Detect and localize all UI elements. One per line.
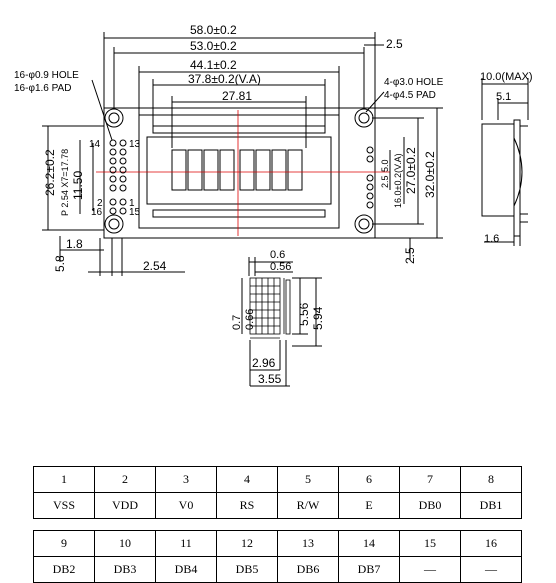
dim-dot-w: 0.6 bbox=[270, 249, 286, 261]
dim-width-chars: 27.81 bbox=[222, 89, 253, 103]
char-dot-detail bbox=[231, 249, 325, 386]
pin-num: 10 bbox=[95, 531, 156, 557]
pin-header bbox=[89, 139, 141, 218]
dim-bottom-offset-left: 5.8 bbox=[53, 255, 67, 272]
pin-num: 5 bbox=[278, 467, 339, 493]
pin-label-15: 15 bbox=[129, 207, 141, 218]
dim-pitch-h: 5.94 bbox=[311, 306, 325, 330]
pin-num: 12 bbox=[217, 531, 278, 557]
dim-pin-pitch-span: P 2.54 X7=17.78 bbox=[60, 148, 70, 216]
hole-label-right-2: 4-φ4.5 PAD bbox=[384, 90, 436, 101]
dim-height-holes: 27.0±0.2 bbox=[404, 147, 418, 194]
pin-num: 4 bbox=[217, 467, 278, 493]
hole-label-left-2: 16-φ1.6 PAD bbox=[14, 83, 72, 94]
pin-name: VSS bbox=[34, 493, 95, 519]
dim-width-outer: 58.0±0.2 bbox=[190, 23, 237, 37]
pin-name: R/W bbox=[278, 493, 339, 519]
pin-label-13: 13 bbox=[129, 139, 141, 150]
dim-pin-row-height: 11.50 bbox=[71, 170, 85, 200]
hole-label-left-1: 16-φ0.9 HOLE bbox=[14, 70, 79, 81]
pin-name: RS bbox=[217, 493, 278, 519]
dim-width-holes: 53.0±0.2 bbox=[190, 39, 237, 53]
pin-name: — bbox=[461, 557, 522, 583]
pin-num: 6 bbox=[339, 467, 400, 493]
dim-width-bezel: 44.1±0.2 bbox=[190, 58, 237, 72]
pin-table-9-16 bbox=[33, 530, 522, 583]
pin-num: 15 bbox=[400, 531, 461, 557]
dim-height-va: 16.0±0.2(V.A) bbox=[393, 153, 403, 208]
pin-num: 1 bbox=[34, 467, 95, 493]
dim-thickness-max: 10.0(MAX) bbox=[480, 71, 533, 83]
dim-height-char-gap: 2.5 bbox=[380, 175, 390, 188]
dim-bottom-offset-right: 2.5 bbox=[403, 247, 417, 264]
char-cells bbox=[172, 150, 302, 190]
dim-height-board-left: 26.2±0.2 bbox=[43, 149, 57, 196]
dim-width-va: 37.8±0.2(V.A) bbox=[188, 72, 261, 86]
pin-name: DB0 bbox=[400, 493, 461, 519]
pin-num: 3 bbox=[156, 467, 217, 493]
pin-name: DB1 bbox=[461, 493, 522, 519]
pin-name: VDD bbox=[95, 493, 156, 519]
dim-dot-h: 0.7 bbox=[231, 314, 243, 330]
dim-height-outer: 32.0±0.2 bbox=[423, 151, 437, 198]
pin-name: DB3 bbox=[95, 557, 156, 583]
pin-num: 11 bbox=[156, 531, 217, 557]
pin-name: V0 bbox=[156, 493, 217, 519]
pin-table-1-8 bbox=[33, 466, 522, 519]
pin-label-1: 1 bbox=[129, 198, 135, 209]
dim-thickness-board: 5.1 bbox=[496, 91, 512, 103]
side-view bbox=[480, 71, 533, 246]
right-dimensions bbox=[372, 108, 443, 264]
pin-num: 7 bbox=[400, 467, 461, 493]
pin-name: DB4 bbox=[156, 557, 217, 583]
pin-name: DB2 bbox=[34, 557, 95, 583]
pin-num: 13 bbox=[278, 531, 339, 557]
dim-thickness-bottom: 1.6 bbox=[484, 233, 500, 245]
pin-name: DB6 bbox=[278, 557, 339, 583]
pin-label-16: 16 bbox=[91, 207, 103, 218]
lcd-board bbox=[96, 108, 390, 238]
dim-height-char-small: 5.0 bbox=[380, 159, 390, 172]
right-pads bbox=[367, 147, 373, 208]
pin-name: — bbox=[400, 557, 461, 583]
pin-label-14: 14 bbox=[89, 139, 101, 150]
dim-char-w: 2.96 bbox=[252, 356, 276, 370]
pin-num: 16 bbox=[461, 531, 522, 557]
pin-num: 8 bbox=[461, 467, 522, 493]
dim-pitch-w: 3.55 bbox=[258, 372, 282, 386]
pin-name: E bbox=[339, 493, 400, 519]
dim-pin-pitch: 2.54 bbox=[143, 259, 167, 273]
dim-left-offset: 1.8 bbox=[66, 237, 83, 251]
left-dimensions bbox=[42, 126, 185, 276]
dim-gap-h: 0.66 bbox=[244, 308, 256, 330]
dim-gap-w: 0.56 bbox=[270, 261, 292, 273]
pin-num: 9 bbox=[34, 531, 95, 557]
pin-name: DB5 bbox=[217, 557, 278, 583]
pin-name: DB7 bbox=[339, 557, 400, 583]
dim-offset-right-top: 2.5 bbox=[386, 37, 403, 51]
top-dimensions bbox=[104, 23, 403, 148]
hole-label-right-1: 4-φ3.0 HOLE bbox=[384, 77, 444, 88]
dim-char-h: 5.56 bbox=[297, 302, 311, 326]
pin-num: 14 bbox=[339, 531, 400, 557]
pin-label-2: 2 bbox=[97, 198, 103, 209]
pin-num: 2 bbox=[95, 467, 156, 493]
